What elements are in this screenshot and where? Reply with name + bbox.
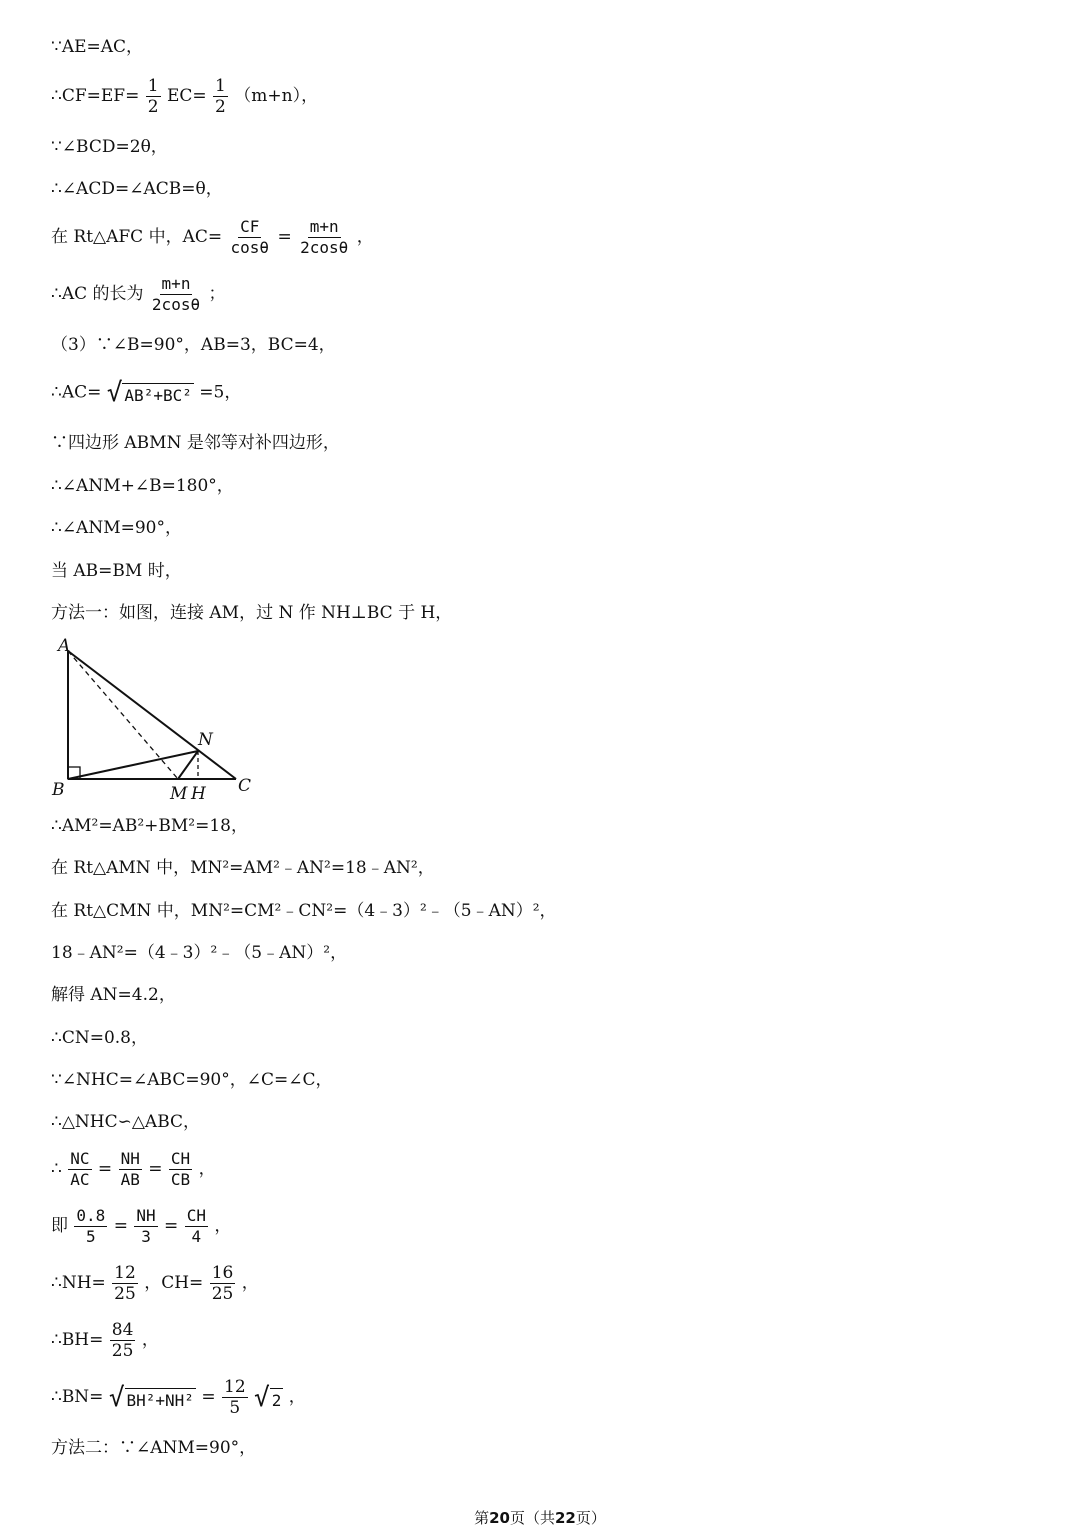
line-18: 解得 AN=4.2， bbox=[51, 985, 176, 1005]
frac-num: CH bbox=[170, 1149, 191, 1168]
page-total: 22 bbox=[555, 1509, 576, 1527]
fraction-12-5 bbox=[222, 1377, 248, 1418]
line-23-text-a: 即 bbox=[51, 1216, 68, 1236]
frac-num: 16 bbox=[211, 1263, 234, 1283]
geometry-figure bbox=[48, 633, 263, 808]
line-5 bbox=[51, 217, 374, 258]
fraction-ac-length bbox=[150, 274, 202, 315]
frac-num: NH bbox=[136, 1206, 156, 1225]
fraction-half-1 bbox=[146, 76, 161, 117]
sqrt-icon: √ bbox=[108, 1382, 125, 1413]
line-5-text-a: 在 Rt△AFC 中，AC= bbox=[51, 227, 223, 247]
line-8-text-a: ∴AC= bbox=[51, 382, 102, 403]
fraction-cf-cos bbox=[229, 217, 272, 258]
line-22 bbox=[51, 1149, 216, 1190]
fraction-nh-ab bbox=[119, 1149, 142, 1190]
line-5-end: ， bbox=[356, 227, 374, 247]
fraction-ch-4 bbox=[185, 1206, 208, 1247]
label-n: N bbox=[198, 730, 213, 750]
line-6 bbox=[51, 274, 226, 315]
page-footer bbox=[0, 1507, 1080, 1528]
frac-num: 0.8 bbox=[76, 1206, 106, 1225]
frac-den: 5 bbox=[86, 1227, 96, 1246]
equals: = bbox=[148, 1159, 163, 1179]
frac-num: m+n bbox=[309, 217, 339, 236]
frac-num: 12 bbox=[114, 1263, 136, 1283]
frac-num: 12 bbox=[224, 1377, 246, 1397]
radicand: AB²+BC² bbox=[122, 383, 193, 406]
frac-den: 3 bbox=[141, 1227, 151, 1246]
line-3: ∵∠BCD=2θ， bbox=[51, 137, 168, 157]
line-25-text-a: ∴BH= bbox=[51, 1330, 104, 1350]
line-8-end: =5， bbox=[199, 382, 242, 403]
sqrt-icon: √ bbox=[106, 378, 123, 408]
frac-den: CB bbox=[170, 1170, 191, 1189]
line-16: 在 Rt△CMN 中，MN²=CM²﹣CN²=（4﹣3）²﹣（5﹣AN）²， bbox=[51, 901, 557, 921]
line-25-end: ， bbox=[141, 1330, 159, 1350]
radicand: BH²+NH² bbox=[125, 1388, 196, 1411]
frac-num: 1 bbox=[147, 76, 159, 96]
line-8 bbox=[51, 380, 241, 406]
line-7: （3）∵∠B=90°，AB=3，BC=4， bbox=[51, 335, 336, 355]
frac-den: AC bbox=[70, 1170, 90, 1189]
frac-den: 25 bbox=[114, 1284, 136, 1304]
frac-num: m+n bbox=[161, 274, 191, 293]
radical-ab-bc bbox=[107, 380, 194, 406]
line-22-text-a: ∴ bbox=[51, 1159, 62, 1179]
line-26-end: ， bbox=[288, 1387, 306, 1407]
fraction-ch-cb bbox=[169, 1149, 192, 1190]
segment-bn bbox=[68, 751, 198, 779]
line-19: ∴CN=0.8， bbox=[51, 1028, 148, 1048]
line-4: ∴∠ACD=∠ACB=θ， bbox=[51, 179, 223, 199]
line-9: ∵四边形 ABMN 是邻等对补四边形， bbox=[51, 433, 340, 453]
frac-num: CF bbox=[240, 217, 260, 236]
frac-den: 25 bbox=[211, 1284, 234, 1304]
line-26-text-a: ∴BN= bbox=[51, 1387, 104, 1407]
line-15: 在 Rt△AMN 中，MN²=AM²﹣AN²=18﹣AN²， bbox=[51, 858, 435, 878]
line-21: ∴△NHC∽△ABC， bbox=[51, 1112, 201, 1132]
label-b: B bbox=[52, 780, 65, 800]
fraction-half-2 bbox=[213, 76, 228, 117]
fraction-nh-3 bbox=[134, 1206, 157, 1247]
segment-ac bbox=[68, 651, 236, 779]
footer-post: 页） bbox=[575, 1509, 606, 1527]
fraction-mn-2cos bbox=[298, 217, 350, 258]
label-a: A bbox=[58, 636, 71, 656]
frac-den: 2 bbox=[215, 97, 226, 117]
radical-bh-nh bbox=[108, 1382, 196, 1413]
label-c: C bbox=[238, 776, 252, 796]
line-22-end: ， bbox=[198, 1159, 216, 1179]
line-25 bbox=[51, 1320, 159, 1361]
frac-den: 5 bbox=[229, 1398, 241, 1418]
line-6-end: ； bbox=[208, 284, 226, 304]
frac-den: 2 bbox=[147, 97, 159, 117]
line-23-end: ， bbox=[214, 1216, 232, 1236]
line-20: ∵∠NHC=∠ABC=90°，∠C=∠C， bbox=[51, 1070, 333, 1090]
frac-den: 2cosθ bbox=[300, 238, 349, 257]
line-2-text-a: ∴CF=EF= bbox=[51, 86, 140, 106]
equals: = bbox=[277, 227, 292, 247]
line-2 bbox=[51, 76, 318, 117]
line-2-text-b: EC= bbox=[166, 86, 207, 106]
line-23 bbox=[51, 1206, 231, 1247]
line-17: 18﹣AN²=（4﹣3）²﹣（5﹣AN）²， bbox=[51, 943, 348, 963]
line-6-text-a: ∴AC 的长为 bbox=[51, 284, 144, 304]
page-number: 20 bbox=[489, 1509, 510, 1527]
line-26 bbox=[51, 1377, 306, 1418]
fraction-nc-ac bbox=[68, 1149, 91, 1190]
equals: = bbox=[164, 1216, 179, 1236]
line-13: 方法一：如图，连接 AM，过 N 作 NH⊥BC 于 H， bbox=[51, 603, 453, 623]
frac-num: NC bbox=[70, 1149, 90, 1168]
fraction-08-5 bbox=[74, 1206, 107, 1247]
line-14: ∴AM²=AB²+BM²=18， bbox=[51, 816, 248, 836]
line-24-text-a: ∴NH= bbox=[51, 1273, 106, 1293]
line-12: 当 AB=BM 时， bbox=[51, 561, 182, 581]
line-10: ∴∠ANM+∠B=180°， bbox=[51, 476, 234, 496]
fraction-12-25 bbox=[112, 1263, 138, 1304]
frac-den: 2cosθ bbox=[151, 295, 201, 314]
frac-den: cosθ bbox=[230, 238, 270, 257]
line-24-mid: ，CH= bbox=[144, 1273, 204, 1293]
frac-den: 25 bbox=[111, 1341, 134, 1361]
fraction-84-25 bbox=[110, 1320, 136, 1361]
equals: = bbox=[113, 1216, 128, 1236]
line-11: ∴∠ANM=90°， bbox=[51, 518, 182, 538]
radical-2 bbox=[254, 1382, 283, 1413]
equals: = bbox=[201, 1387, 216, 1407]
frac-den: AB bbox=[120, 1170, 140, 1189]
equals: = bbox=[97, 1159, 113, 1179]
radicand: 2 bbox=[270, 1388, 284, 1411]
frac-num: 1 bbox=[215, 76, 226, 96]
line-1: ∵AE=AC， bbox=[51, 37, 144, 57]
frac-num: CH bbox=[186, 1206, 206, 1225]
line-27: 方法二：∵∠ANM=90°， bbox=[51, 1438, 257, 1458]
line-24 bbox=[51, 1263, 259, 1304]
line-24-end: ， bbox=[241, 1273, 259, 1293]
fraction-16-25 bbox=[210, 1263, 236, 1304]
label-m: M bbox=[170, 784, 188, 804]
frac-den: 4 bbox=[191, 1227, 202, 1246]
frac-num: NH bbox=[120, 1149, 140, 1168]
footer-mid: 页（共 bbox=[509, 1509, 555, 1527]
footer-pre: 第 bbox=[474, 1509, 490, 1527]
frac-num: 84 bbox=[111, 1320, 134, 1340]
sqrt-icon: √ bbox=[254, 1382, 270, 1413]
label-h: H bbox=[191, 784, 206, 804]
line-2-text-c: （m+n）， bbox=[234, 86, 319, 106]
